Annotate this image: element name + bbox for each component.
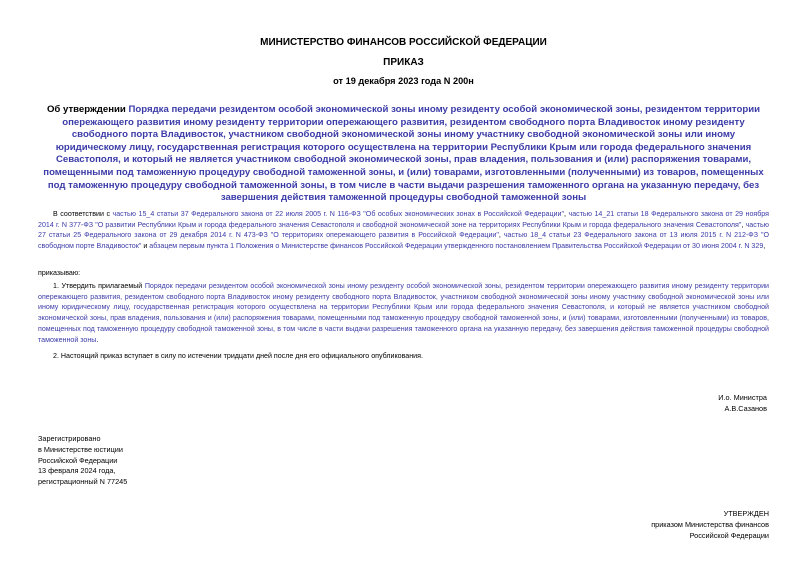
preamble-paragraph bbox=[38, 209, 769, 252]
preamble-text-5: и bbox=[141, 242, 150, 251]
law-link-473fz[interactable]: частью 27 статьи 25 Федерального закона от 29 декабря 2014 г. N 473-ФЗ "О территориях опережающего развития в Российской Федерации" bbox=[38, 220, 769, 240]
registration-line: 13 февраля 2024 года, bbox=[38, 466, 116, 476]
registration-line: регистрационный N 77245 bbox=[38, 477, 128, 487]
title-link[interactable]: Порядка передачи резидентом особой экономической зоны иному резиденту особой экономической зоны, резидентом территории опережающего развития иному резиденту территории опережающего развития, резидентом свободного порта Владивосток иному резиденту свободного порта Владивосток, участником свободной экономической зоны иному участнику свободной экономической зоны или иному юридическому лицу, государственная регистрация которого осуществлена на территории Республики Крым или города федерального значения Севастополя, и который не является участником свободной экономической зоны, прав владения, пользования и (или) распоряжения товарами, помещенными под таможенную процедуру свободной таможенной зоны, и (или) товарами, изготовленными (полученными) из товаров, помещенных под таможенную процедуру свободной таможенной зоны, в том числе в части выдачи разрешения таможенного органа на указанную передачу, без завершения действия таможенной процедуры свободной таможенной зоны bbox=[43, 104, 764, 204]
signatory-name: А.В.Сазанов bbox=[724, 404, 767, 413]
approval-line: приказом Министерства финансов bbox=[651, 520, 769, 529]
preamble-text-4: , bbox=[498, 231, 504, 240]
approval-block bbox=[651, 508, 769, 541]
law-link-116fz[interactable]: частью 15_4 статьи 37 Федерального закона от 22 июля 2005 г. N 116-ФЗ "Об особых экономических зонах в Российской Федерации" bbox=[112, 210, 564, 218]
order-word: приказываю: bbox=[38, 269, 81, 277]
preamble-text-3: , bbox=[741, 220, 746, 229]
document-type: ПРИКАЗ bbox=[383, 57, 424, 68]
signatory-position: И.о. Министра bbox=[718, 393, 767, 402]
preamble-text-6: , bbox=[763, 242, 766, 251]
document-date-number: от 19 декабря 2023 года N 200н bbox=[333, 76, 474, 86]
registration-line: Зарегистрировано bbox=[38, 434, 101, 443]
registration-line: Российской Федерации bbox=[38, 455, 118, 465]
item-1-end: . bbox=[96, 335, 99, 344]
signature-block bbox=[718, 392, 767, 414]
procedure-link[interactable]: Порядок передачи резидентом особой экономической зоны иному резиденту особой экономической зоны, резидентом территории опережающего развития иному резиденту территории опережающего развития, резидентом свободного порта Владивосток иному резиденту свободного порта Владивосток, участником свободной экономической зоны иному участнику свободной экономической зоны или иному юридическому лицу, государственная регистрация которого осуществлена на территории Республики Крым или города федерального значения Севастополя, и который не является участником свободной экономической зоны, прав владения, пользования и (или) распоряжения товарами, помещенными под таможенную процедуру свободной таможенной зоны, и (или) товарами, изготовленными (полученными) из товаров, помещенных под таможенную процедуру свободной таможенной зоны, в том числе в части выдачи разрешения таможенного органа на указанную передачу, без завершения действия таможенной процедуры свободной таможенной зоны bbox=[38, 282, 770, 344]
item-1-text: 1. Утвердить прилагаемый bbox=[53, 282, 145, 290]
preamble-text-2: , bbox=[564, 210, 569, 218]
registration-block bbox=[38, 434, 127, 488]
item-2-paragraph: 2. Настоящий приказ вступает в силу по истечении тридцати дней после дня его официального опубликования. bbox=[53, 352, 423, 360]
regulation-link-329[interactable]: абзацем первым пункта 1 Положения о Министерстве финансов Российской Федерации утвержденного постановлением Правительства Российской Федерации от 30 июня 2004 г. N 329 bbox=[149, 242, 764, 251]
approval-line: УТВЕРЖДЕН bbox=[723, 509, 769, 518]
title-prefix: Об утверждении bbox=[46, 104, 129, 115]
preamble-text-1: В соответствии с bbox=[53, 210, 113, 218]
law-link-377fz[interactable]: частью 14_21 статьи 18 Федерального закона от 29 ноября 2014 г. N 377-ФЗ "О развитии Республики Крым и города федерального значения Севастополя и свободной экономической зоне на территориях Республики Крым и города федерального значения Севастополя" bbox=[38, 210, 769, 229]
approval-line: Российской Федерации bbox=[689, 531, 769, 540]
item-1-paragraph bbox=[38, 281, 769, 345]
law-link-212fz[interactable]: частью 18_4 статьи 23 Федерального закона от 13 июля 2015 г. N 212-ФЗ "О свободном порте Владивосток" bbox=[38, 231, 769, 251]
document-title bbox=[38, 104, 769, 205]
registration-line: в Министерстве юстиции bbox=[38, 444, 123, 454]
ministry-heading: МИНИСТЕРСТВО ФИНАНСОВ РОССИЙСКОЙ ФЕДЕРАЦИИ bbox=[260, 37, 547, 48]
